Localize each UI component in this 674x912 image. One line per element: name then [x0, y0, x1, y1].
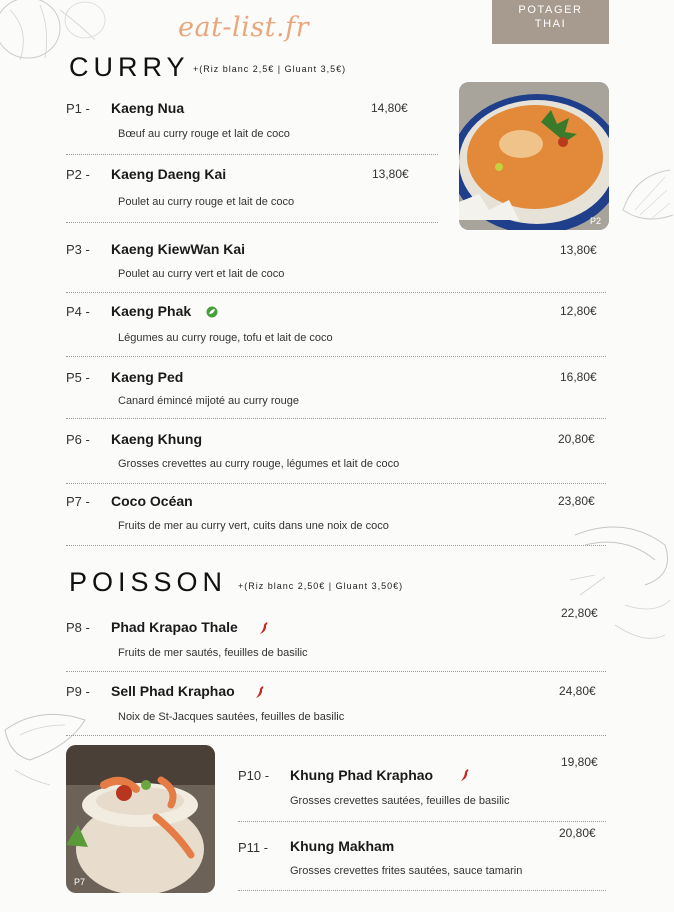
item-code: P7 -: [66, 494, 90, 509]
dish-name: Coco Océan: [111, 493, 193, 509]
item-code: P1 -: [66, 101, 90, 116]
divider: [238, 890, 606, 891]
photo-label: P7: [74, 877, 86, 887]
chili-icon: [459, 768, 471, 782]
divider: [66, 222, 438, 223]
item-code: P2 -: [66, 167, 90, 182]
dish-name: Kaeng Nua: [111, 100, 185, 116]
dish-name: Khung Makham: [290, 838, 395, 854]
dish-price: 14,80€: [371, 101, 408, 115]
divider: [238, 821, 606, 822]
dish-price: 13,80€: [560, 243, 597, 257]
item-code: P6 -: [66, 432, 90, 447]
curry-bowl-photo: [459, 82, 609, 230]
divider: [66, 418, 606, 419]
divider: [66, 292, 606, 293]
dish-price: 23,80€: [558, 494, 595, 508]
dish-name: Kaeng Phak: [111, 303, 192, 319]
dish-price: 13,80€: [372, 167, 409, 181]
item-code: P9 -: [66, 684, 90, 699]
item-code: P3 -: [66, 242, 90, 257]
dish-description: Fruits de mer sautés, feuilles de basilic: [118, 647, 308, 659]
shell-sketch: [615, 165, 674, 235]
chili-icon: [258, 621, 270, 635]
divider: [66, 735, 606, 736]
divider: [66, 545, 606, 546]
dish-description: Poulet au curry vert et lait de coco: [118, 268, 285, 280]
poisson-price-note: +(Riz blanc 2,50€ | Gluant 3,50€): [238, 581, 404, 591]
dish-price: 20,80€: [559, 826, 596, 840]
dish-description: Canard émincé mijoté au curry rouge: [118, 395, 299, 407]
dish-name: Kaeng Ped: [111, 369, 184, 385]
dish-description: Grosses crevettes frites sautées, sauce tamarin: [290, 865, 523, 877]
item-code: P11 -: [238, 840, 269, 855]
badge-line-1: POTAGER: [518, 4, 583, 16]
dish-price: 22,80€: [561, 606, 598, 620]
item-code: P10 -: [238, 768, 270, 783]
dish-description: Poulet au curry rouge et lait de coco: [118, 196, 295, 208]
dish-description: Grosses crevettes au curry rouge, légumes et lait de coco: [118, 458, 400, 470]
badge-line-2: THAI: [534, 18, 567, 30]
dish-description: Noix de St-Jacques sautées, feuilles de basilic: [118, 711, 345, 723]
coco-ocean-photo: [66, 745, 215, 893]
dish-name: Phad Krapao Thale: [111, 619, 238, 635]
item-code: P8 -: [66, 620, 90, 635]
divider: [66, 671, 606, 672]
dish-description: Légumes au curry rouge, tofu et lait de coco: [118, 332, 333, 344]
dish-name: Kaeng Daeng Kai: [111, 166, 227, 182]
dish-price: 16,80€: [560, 370, 597, 384]
divider: [66, 483, 606, 484]
dish-description: Bœuf au curry rouge et lait de coco: [118, 128, 290, 140]
shrimp-sketch: [565, 515, 674, 655]
dish-name: Kaeng KiewWan Kai: [111, 241, 246, 257]
potager-thai-badge: [492, 0, 609, 44]
dish-description: Fruits de mer au curry vert, cuits dans une noix de coco: [118, 520, 389, 532]
divider: [66, 154, 438, 155]
divider: [66, 356, 606, 357]
chili-icon: [254, 685, 266, 699]
watermark: eat-list.fr: [178, 12, 310, 43]
dish-price: 24,80€: [559, 684, 596, 698]
item-code: P4 -: [66, 304, 90, 319]
veggie-leaf-icon: [206, 306, 218, 318]
dish-name: Khung Phad Kraphao: [290, 767, 434, 783]
dish-price: 12,80€: [560, 304, 597, 318]
dish-name: Sell Phad Kraphao: [111, 683, 235, 699]
curry-title: CURRY: [69, 52, 190, 82]
photo-label: P2: [589, 216, 601, 226]
dish-description: Grosses crevettes sautées, feuilles de basilic: [290, 795, 510, 807]
poisson-title: POISSON: [69, 567, 228, 597]
curry-price-note: +(Riz blanc 2,5€ | Gluant 3,5€): [193, 64, 347, 74]
dish-price: 19,80€: [561, 755, 598, 769]
item-code: P5 -: [66, 370, 90, 385]
dish-name: Kaeng Khung: [111, 431, 202, 447]
dish-price: 20,80€: [558, 432, 595, 446]
